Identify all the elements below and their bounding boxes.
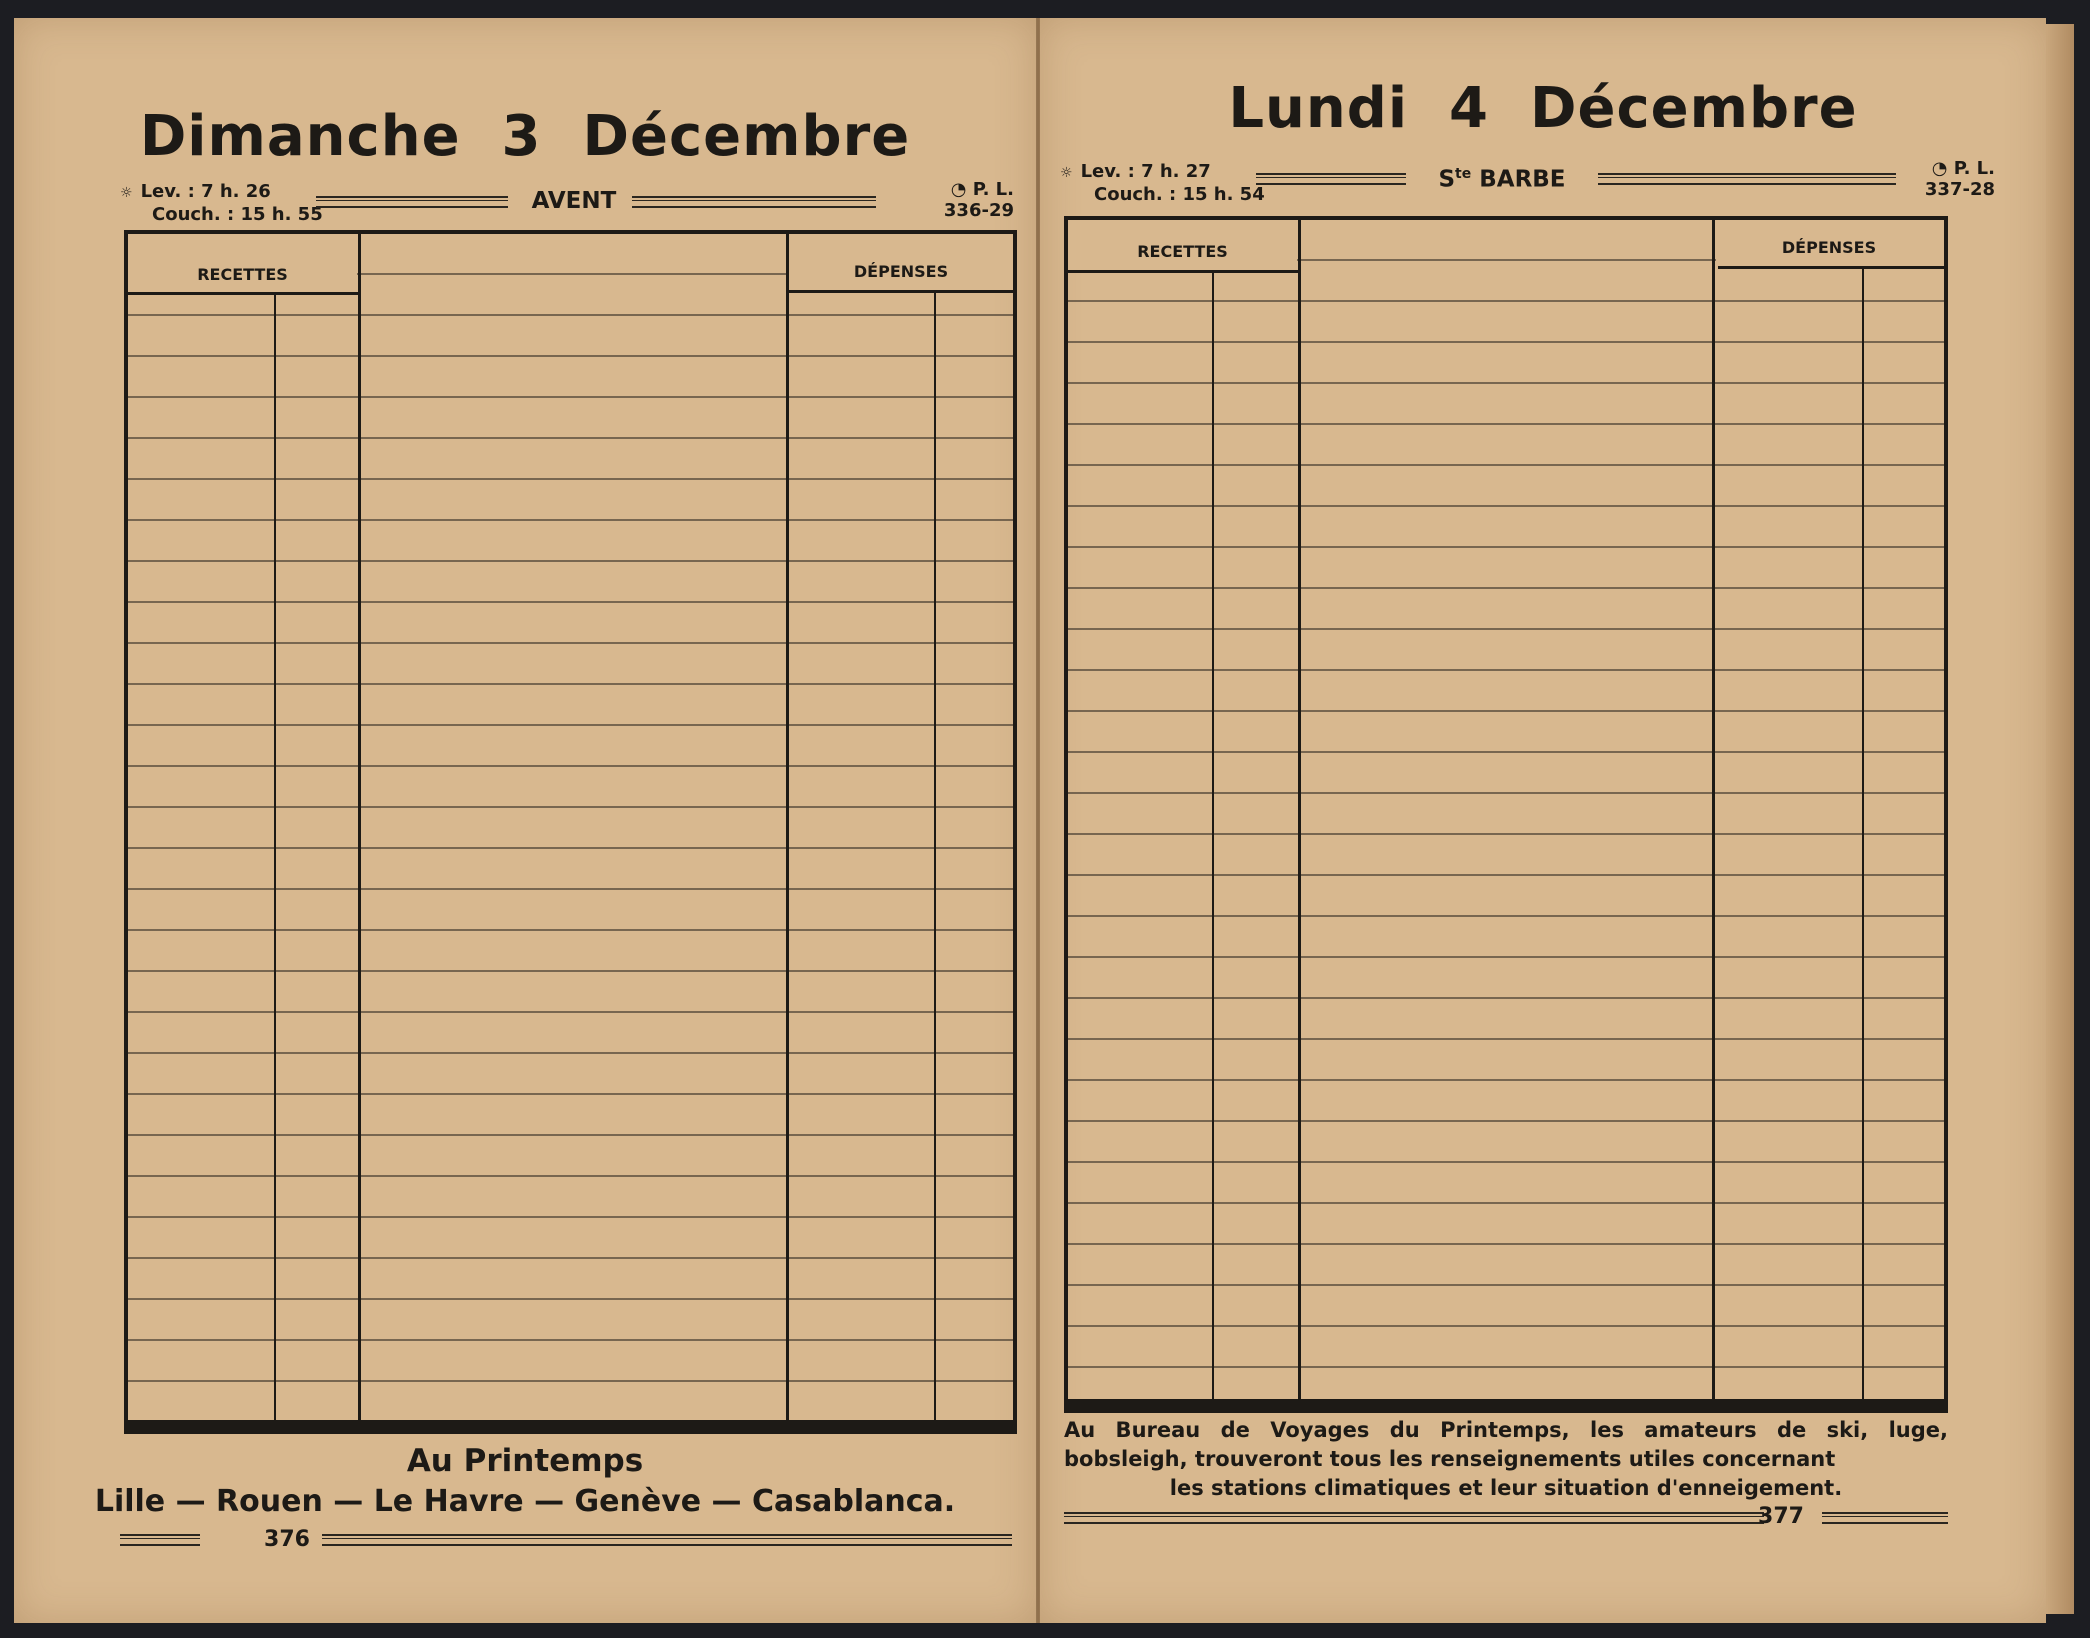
right-expense-header: DÉPENSES [1781, 238, 1877, 257]
sun-icon: ☼ [120, 185, 133, 201]
left-income-header-rule [128, 292, 358, 295]
right-income-subdivider [1212, 272, 1214, 1399]
right-page [1040, 18, 2046, 1623]
left-footer-line1: Au Printemps [406, 1443, 644, 1479]
right-footer-last-line: les stations climatiques et leur situation d'enneigement. [1169, 1476, 1843, 1500]
right-footer-text: Au Bureau de Voyages du Printemps, les amateurs de ski, luge, bobsleigh, trouveront tous les renseignements utiles concernant [1064, 1418, 1948, 1471]
left-income-subdivider [274, 294, 276, 1420]
left-footer-line2: Lille — Rouen — Le Havre — Genève — Casablanca. [94, 1484, 956, 1519]
right-page-number: 377 [1758, 1504, 1804, 1529]
left-expense-subdivider [934, 292, 936, 1420]
left-page-title: Dimanche 3 Décembre [139, 104, 911, 169]
right-footer-notice [1064, 1416, 1948, 1503]
right-moon [1890, 158, 1995, 200]
right-moon-value: 337-28 [1924, 179, 1995, 200]
left-income-header: RECETTES [197, 265, 288, 284]
left-footer-rule-1 [120, 1534, 200, 1546]
right-sunset: Couch. : 15 h. 54 [1094, 184, 1265, 205]
left-sun-times [120, 181, 323, 225]
left-expense-header-rule [789, 290, 1017, 293]
left-header-rule-1 [316, 196, 508, 208]
left-ledger-table [124, 230, 1017, 1434]
right-page-title: Lundi 4 Décembre [1228, 76, 1858, 141]
moon-icon: ◔ [950, 179, 973, 200]
right-income-header-rule [1068, 270, 1298, 273]
right-col-divider-1 [1298, 220, 1301, 1399]
right-expense-subdivider [1862, 268, 1864, 1399]
right-footer-rule-2 [1822, 1512, 1948, 1524]
right-footer-rule-1 [1064, 1512, 1764, 1524]
right-sunrise: Lev. : 7 h. 27 [1080, 161, 1211, 182]
right-feast-prefix: S [1438, 166, 1456, 193]
right-feast-name: BARBE [1479, 166, 1566, 193]
right-expense-header-rule [1718, 266, 1948, 269]
right-sun-times [1060, 161, 1265, 205]
left-moon [894, 179, 1014, 221]
sun-icon: ☼ [1060, 165, 1073, 181]
left-moon-label: P. L. [972, 179, 1014, 200]
left-expense-header: DÉPENSES [853, 262, 949, 281]
left-col-divider-1 [358, 234, 361, 1420]
right-moon-label: P. L. [1953, 158, 1995, 179]
right-header-rule-2 [1598, 173, 1896, 185]
left-header-rule-2 [632, 196, 876, 208]
moon-icon: ◔ [1931, 158, 1954, 179]
left-moon-value: 336-29 [943, 200, 1014, 221]
right-feast-sup: te [1455, 166, 1472, 182]
left-footer-rule-2 [322, 1534, 1012, 1546]
left-col-divider-2 [786, 234, 789, 1420]
left-feast: AVENT [531, 188, 617, 214]
right-ledger-table [1064, 216, 1948, 1413]
left-page-number: 376 [264, 1527, 310, 1552]
left-page [14, 18, 1036, 1623]
left-sunset: Couch. : 15 h. 55 [152, 204, 323, 225]
right-feast [1412, 166, 1592, 193]
right-header-rule-1 [1256, 173, 1406, 185]
right-col-divider-2 [1712, 220, 1715, 1399]
left-income-header-band [128, 234, 357, 294]
left-sunrise: Lev. : 7 h. 26 [140, 181, 271, 202]
page-edges [2046, 24, 2074, 1614]
right-income-header: RECETTES [1137, 242, 1228, 261]
